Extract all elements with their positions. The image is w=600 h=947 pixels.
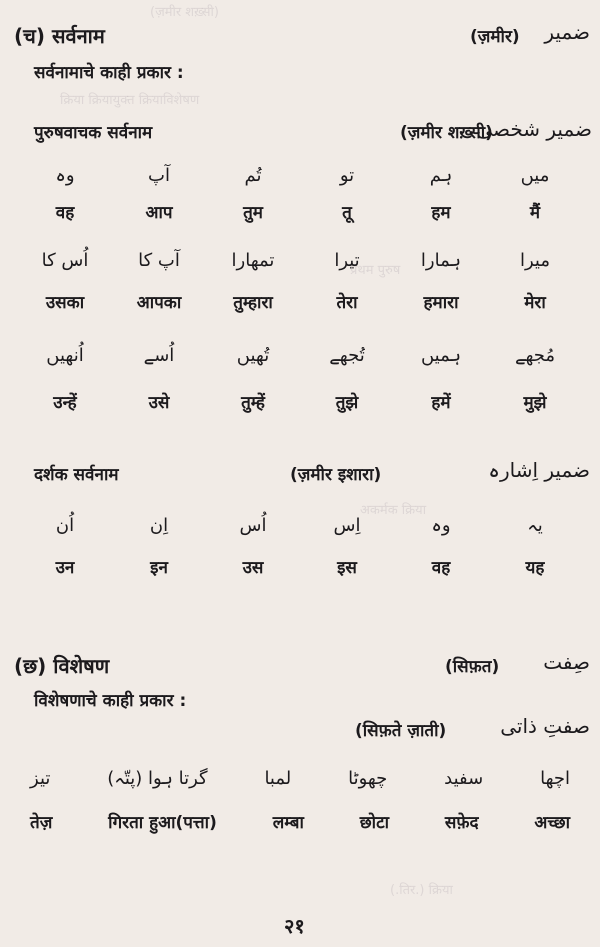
urdu-word: لمبا <box>264 768 292 789</box>
urdu-word: آپ کا <box>138 250 180 271</box>
hindi-word: मुझे <box>523 393 547 413</box>
page-number: २१ <box>284 914 305 938</box>
hindi-word: उन <box>55 558 75 578</box>
urdu-word: اُس <box>239 515 267 536</box>
hindi-word: इस <box>337 558 357 578</box>
show-through-text: (ज़मीर शख़्सी) <box>150 5 219 20</box>
urdu-word: یہ <box>527 515 543 536</box>
urdu-word: مُجھے <box>514 345 556 366</box>
personal-row-2-hindi <box>20 290 580 313</box>
urdu-word: تیز <box>30 768 51 789</box>
hindi-word: लम्बा <box>272 813 304 833</box>
personal-pronoun-urdu: ضمیر شخصی <box>476 117 592 141</box>
demonstrative-row-urdu <box>20 515 580 536</box>
hindi-word: छोटा <box>359 813 390 833</box>
urdu-word: آپ <box>148 165 170 186</box>
section-adjective-title: (छ) विशेषण <box>14 654 110 678</box>
urdu-word: تیرا <box>334 250 360 271</box>
urdu-word: اِن <box>149 515 169 536</box>
hindi-word: यह <box>525 558 545 578</box>
qualitative-adjective-translit: (सिफ़ते ज़ाती) <box>355 721 447 741</box>
hindi-word: इन <box>150 558 168 578</box>
section-pronoun-urdu: ضمیر <box>544 20 590 44</box>
urdu-word: اِس <box>333 515 361 536</box>
urdu-word: تُجھے <box>329 345 365 366</box>
urdu-word: چھوٹا <box>348 768 388 789</box>
urdu-word: اُن <box>55 515 75 536</box>
urdu-word: تو <box>339 165 355 186</box>
urdu-word: میرا <box>519 250 550 271</box>
hindi-word: गिरता हुआ(पत्ता) <box>108 813 217 833</box>
hindi-word: वह <box>55 203 75 223</box>
hindi-word: मेरा <box>524 293 546 313</box>
urdu-word: گرتا ہوا (پتّہ) <box>107 768 208 789</box>
show-through-text: प्रथम पुरुष <box>350 263 401 278</box>
hindi-word: हमें <box>431 393 451 413</box>
urdu-word: ہمیں <box>420 345 462 366</box>
show-through-text: क्रिया क्रियायुक्त क्रियाविशेषण <box>60 93 200 108</box>
urdu-word: وہ <box>55 165 75 186</box>
hindi-word: तू <box>342 203 352 223</box>
personal-row-1-hindi <box>20 200 580 223</box>
demonstrative-pronoun-label: दर्शक सर्वनाम <box>34 465 119 485</box>
section-adjective-urdu: صِفت <box>543 650 590 674</box>
hindi-word: आपका <box>136 293 182 313</box>
urdu-word: تُم <box>244 165 262 186</box>
hindi-word: उस <box>242 558 264 578</box>
hindi-word: वह <box>431 558 451 578</box>
hindi-word: तेरा <box>336 293 358 313</box>
urdu-word: اُس کا <box>41 250 89 271</box>
hindi-word: अच्छा <box>534 813 570 833</box>
pronoun-types-heading: सर्वनामाचे काही प्रकार : <box>34 63 184 83</box>
urdu-word: اُنھیں <box>46 345 84 366</box>
hindi-word: तुझे <box>335 393 359 413</box>
hindi-word: हमारा <box>423 293 459 313</box>
personal-row-3-urdu <box>20 345 580 366</box>
hindi-word: तुम <box>243 203 263 223</box>
hindi-word: उसे <box>148 393 170 413</box>
qualitative-row-hindi <box>30 810 570 833</box>
personal-row-3-hindi <box>20 390 580 413</box>
demonstrative-row-hindi <box>20 555 580 578</box>
urdu-word: اچھا <box>540 768 570 789</box>
hindi-word: सफ़ेद <box>444 813 479 833</box>
hindi-word: उसका <box>45 293 85 313</box>
hindi-word: हम <box>431 203 451 223</box>
section-pronoun-title: (च) सर्वनाम <box>14 24 105 48</box>
urdu-word: میں <box>520 165 550 186</box>
personal-pronoun-translit: (ज़मीर शख़्सी) <box>400 123 493 143</box>
personal-row-2-urdu <box>20 250 580 271</box>
hindi-word: तुम्हारा <box>233 293 273 313</box>
qualitative-row-urdu <box>30 768 570 789</box>
urdu-word: سفید <box>444 768 484 789</box>
show-through-text: (.तिर.) क्रिया <box>390 883 453 898</box>
personal-row-1-urdu <box>20 165 580 186</box>
qualitative-adjective-urdu: صفتِ ذاتی <box>500 714 590 738</box>
section-adjective-translit: (सिफ़त) <box>445 657 500 677</box>
hindi-word: आप <box>145 203 173 223</box>
adjective-types-heading: विशेषणाचे काही प्रकार : <box>34 691 187 711</box>
urdu-word: وہ <box>431 515 451 536</box>
urdu-word: تُھیں <box>236 345 270 366</box>
hindi-word: तेज़ <box>30 813 53 833</box>
urdu-word: ہم <box>429 165 453 186</box>
hindi-word: मैं <box>529 203 541 223</box>
personal-pronoun-label: पुरुषवाचक सर्वनाम <box>34 123 153 143</box>
demonstrative-pronoun-urdu: ضمیر اِشارہ <box>488 458 590 482</box>
section-pronoun-translit: (ज़मीर) <box>470 27 520 47</box>
urdu-word: تمھارا <box>231 250 275 271</box>
show-through-text: अकर्मक क्रिया <box>360 503 427 518</box>
urdu-word: اُسے <box>143 345 175 366</box>
urdu-word: ہمارا <box>420 250 462 271</box>
demonstrative-pronoun-translit: (ज़मीर इशारा) <box>290 465 382 485</box>
hindi-word: तुम्हें <box>241 393 265 413</box>
hindi-word: उन्हें <box>53 393 77 413</box>
